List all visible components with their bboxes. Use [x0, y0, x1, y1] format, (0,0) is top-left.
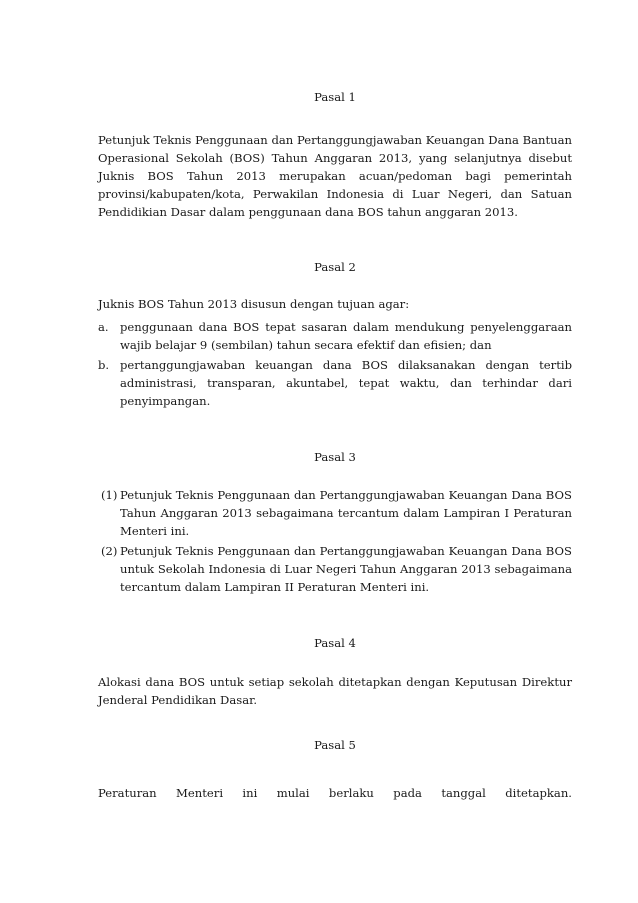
- list-item-text: penggunaan dana BOS tepat sasaran dalam mendukung penyelenggaraan wajib belajar 9 (sembilan) tahun secara efektif dan efisien; dan: [120, 320, 572, 352]
- list-item-text: Petunjuk Teknis Penggunaan dan Pertanggungjawaban Keuangan Dana BOS Tahun Anggaran 2013 sebagaimana tercantum dalam Lampiran I Peraturan Menteri ini.: [120, 488, 572, 538]
- pasal-3-list: [98, 486, 572, 596]
- list-item: [98, 542, 572, 596]
- pasal-4-text: Alokasi dana BOS untuk setiap sekolah ditetapkan dengan Keputusan Direktur Jenderal Pendidikan Dasar.: [98, 675, 572, 707]
- list-marker: (2): [101, 544, 118, 558]
- list-item: [98, 356, 572, 410]
- list-marker: (1): [101, 488, 118, 502]
- document-page: [98, 0, 572, 903]
- list-item: [98, 318, 572, 354]
- pasal-2-heading: Pasal 2: [314, 260, 356, 274]
- pasal-2-intro: Juknis BOS Tahun 2013 disusun dengan tujuan agar:: [98, 297, 410, 311]
- pasal-5-text: Peraturan Menteri ini mulai berlaku pada tanggal ditetapkan.: [98, 786, 572, 800]
- list-item-text: pertanggungjawaban keuangan dana BOS dilaksanakan dengan tertib administrasi, transparan, akuntabel, tepat waktu, dan terhindar dari penyimpangan.: [120, 358, 572, 408]
- list-item-text: Petunjuk Teknis Penggunaan dan Pertanggungjawaban Keuangan Dana BOS untuk Sekolah Indonesia di Luar Negeri Tahun Anggaran 2013 sebagaimana tercantum dalam Lampiran II Peraturan Menteri ini.: [120, 544, 572, 594]
- pasal-2-list: [98, 318, 572, 410]
- pasal-4-heading: Pasal 4: [314, 636, 356, 650]
- list-item: [98, 486, 572, 540]
- pasal-3-heading: Pasal 3: [314, 450, 356, 464]
- pasal-1-heading: Pasal 1: [314, 90, 356, 104]
- pasal-5-heading: Pasal 5: [314, 738, 356, 752]
- list-marker: b.: [98, 358, 110, 372]
- list-marker: a.: [98, 320, 109, 334]
- pasal-1-text: Petunjuk Teknis Penggunaan dan Pertanggungjawaban Keuangan Dana Bantuan Operasional Sekolah (BOS) Tahun Anggaran 2013, yang selanjutnya disebut Juknis BOS Tahun 2013 merupakan acuan/pedoman bagi pemerintah provinsi/kabupaten/kota, Perwakilan Indonesia di Luar Negeri, dan Satuan Pendidikian Dasar dalam penggunaan dana BOS tahun anggaran 2013.: [98, 133, 572, 219]
